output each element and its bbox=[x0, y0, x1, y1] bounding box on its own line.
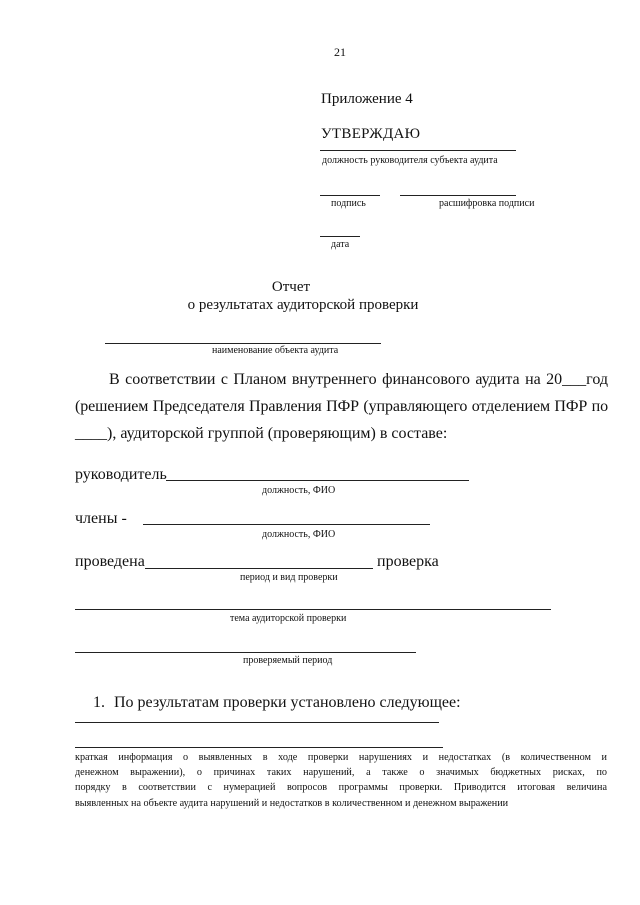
conducted-line bbox=[145, 568, 373, 569]
leader-caption: должность, ФИО bbox=[262, 485, 336, 496]
report-subtitle: о результатах аудиторской проверки bbox=[187, 297, 419, 313]
conducted-label: проведена bbox=[75, 553, 145, 570]
period-type-caption: период и вид проверки bbox=[240, 572, 338, 583]
report-title: Отчет bbox=[271, 279, 311, 295]
checked-period-caption: проверяемый период bbox=[243, 655, 333, 666]
audit-object-caption: наименование объекта аудита bbox=[212, 345, 339, 356]
topic-line bbox=[75, 609, 551, 610]
approve-title: УТВЕРЖДАЮ bbox=[321, 126, 421, 142]
audit-object-line bbox=[105, 343, 381, 344]
signature-caption: подпись bbox=[331, 198, 366, 209]
paragraph-line-3: ____), аудиторской группой (проверяющим) в составе: bbox=[75, 425, 448, 442]
results-heading: По результатам проверки установлено следующее: bbox=[114, 694, 461, 711]
appendix-label: Приложение 4 bbox=[321, 91, 413, 107]
results-note-line-3: порядку в соответствии с нумерацией вопросов программы проверки. Приводится итоговая величина bbox=[75, 782, 607, 794]
decoding-line bbox=[400, 195, 516, 196]
results-number: 1. bbox=[93, 694, 105, 711]
check-label: проверка bbox=[377, 553, 439, 570]
results-note-line-4: выявленных на объекте аудита нарушений и недостатков в количественном и денежном выражении bbox=[75, 797, 509, 809]
paragraph-line-1: В соответствии с Планом внутреннего финансового аудита на 20___год bbox=[109, 371, 608, 388]
results-line-1 bbox=[75, 722, 439, 723]
leader-label: руководитель bbox=[75, 466, 167, 483]
results-note-line-2: денежном выражении), о причинах таких нарушений, а также о значимых бюджетных рисках, по bbox=[75, 767, 607, 779]
position-line bbox=[320, 150, 516, 151]
date-line bbox=[320, 236, 360, 237]
results-line-2 bbox=[75, 747, 443, 748]
checked-period-line bbox=[75, 652, 416, 653]
members-line bbox=[143, 524, 430, 525]
leader-line bbox=[166, 480, 469, 481]
decoding-caption: расшифровка подписи bbox=[439, 198, 535, 209]
date-caption: дата bbox=[331, 239, 350, 250]
page-number: 21 bbox=[334, 45, 346, 59]
signature-line bbox=[320, 195, 380, 196]
members-label: члены - bbox=[75, 510, 127, 527]
results-note-line-1: краткая информация о выявленных в ходе проверки нарушениях и недостатках (в количественном и bbox=[75, 752, 607, 763]
results-note bbox=[75, 750, 607, 811]
topic-caption: тема аудиторской проверки bbox=[230, 613, 347, 624]
position-caption: должность руководителя субъекта аудита bbox=[322, 155, 498, 166]
members-caption: должность, ФИО bbox=[262, 529, 336, 540]
paragraph-line-2: (решением Председателя Правления ПФР (управляющего отделением ПФР по bbox=[75, 398, 608, 415]
